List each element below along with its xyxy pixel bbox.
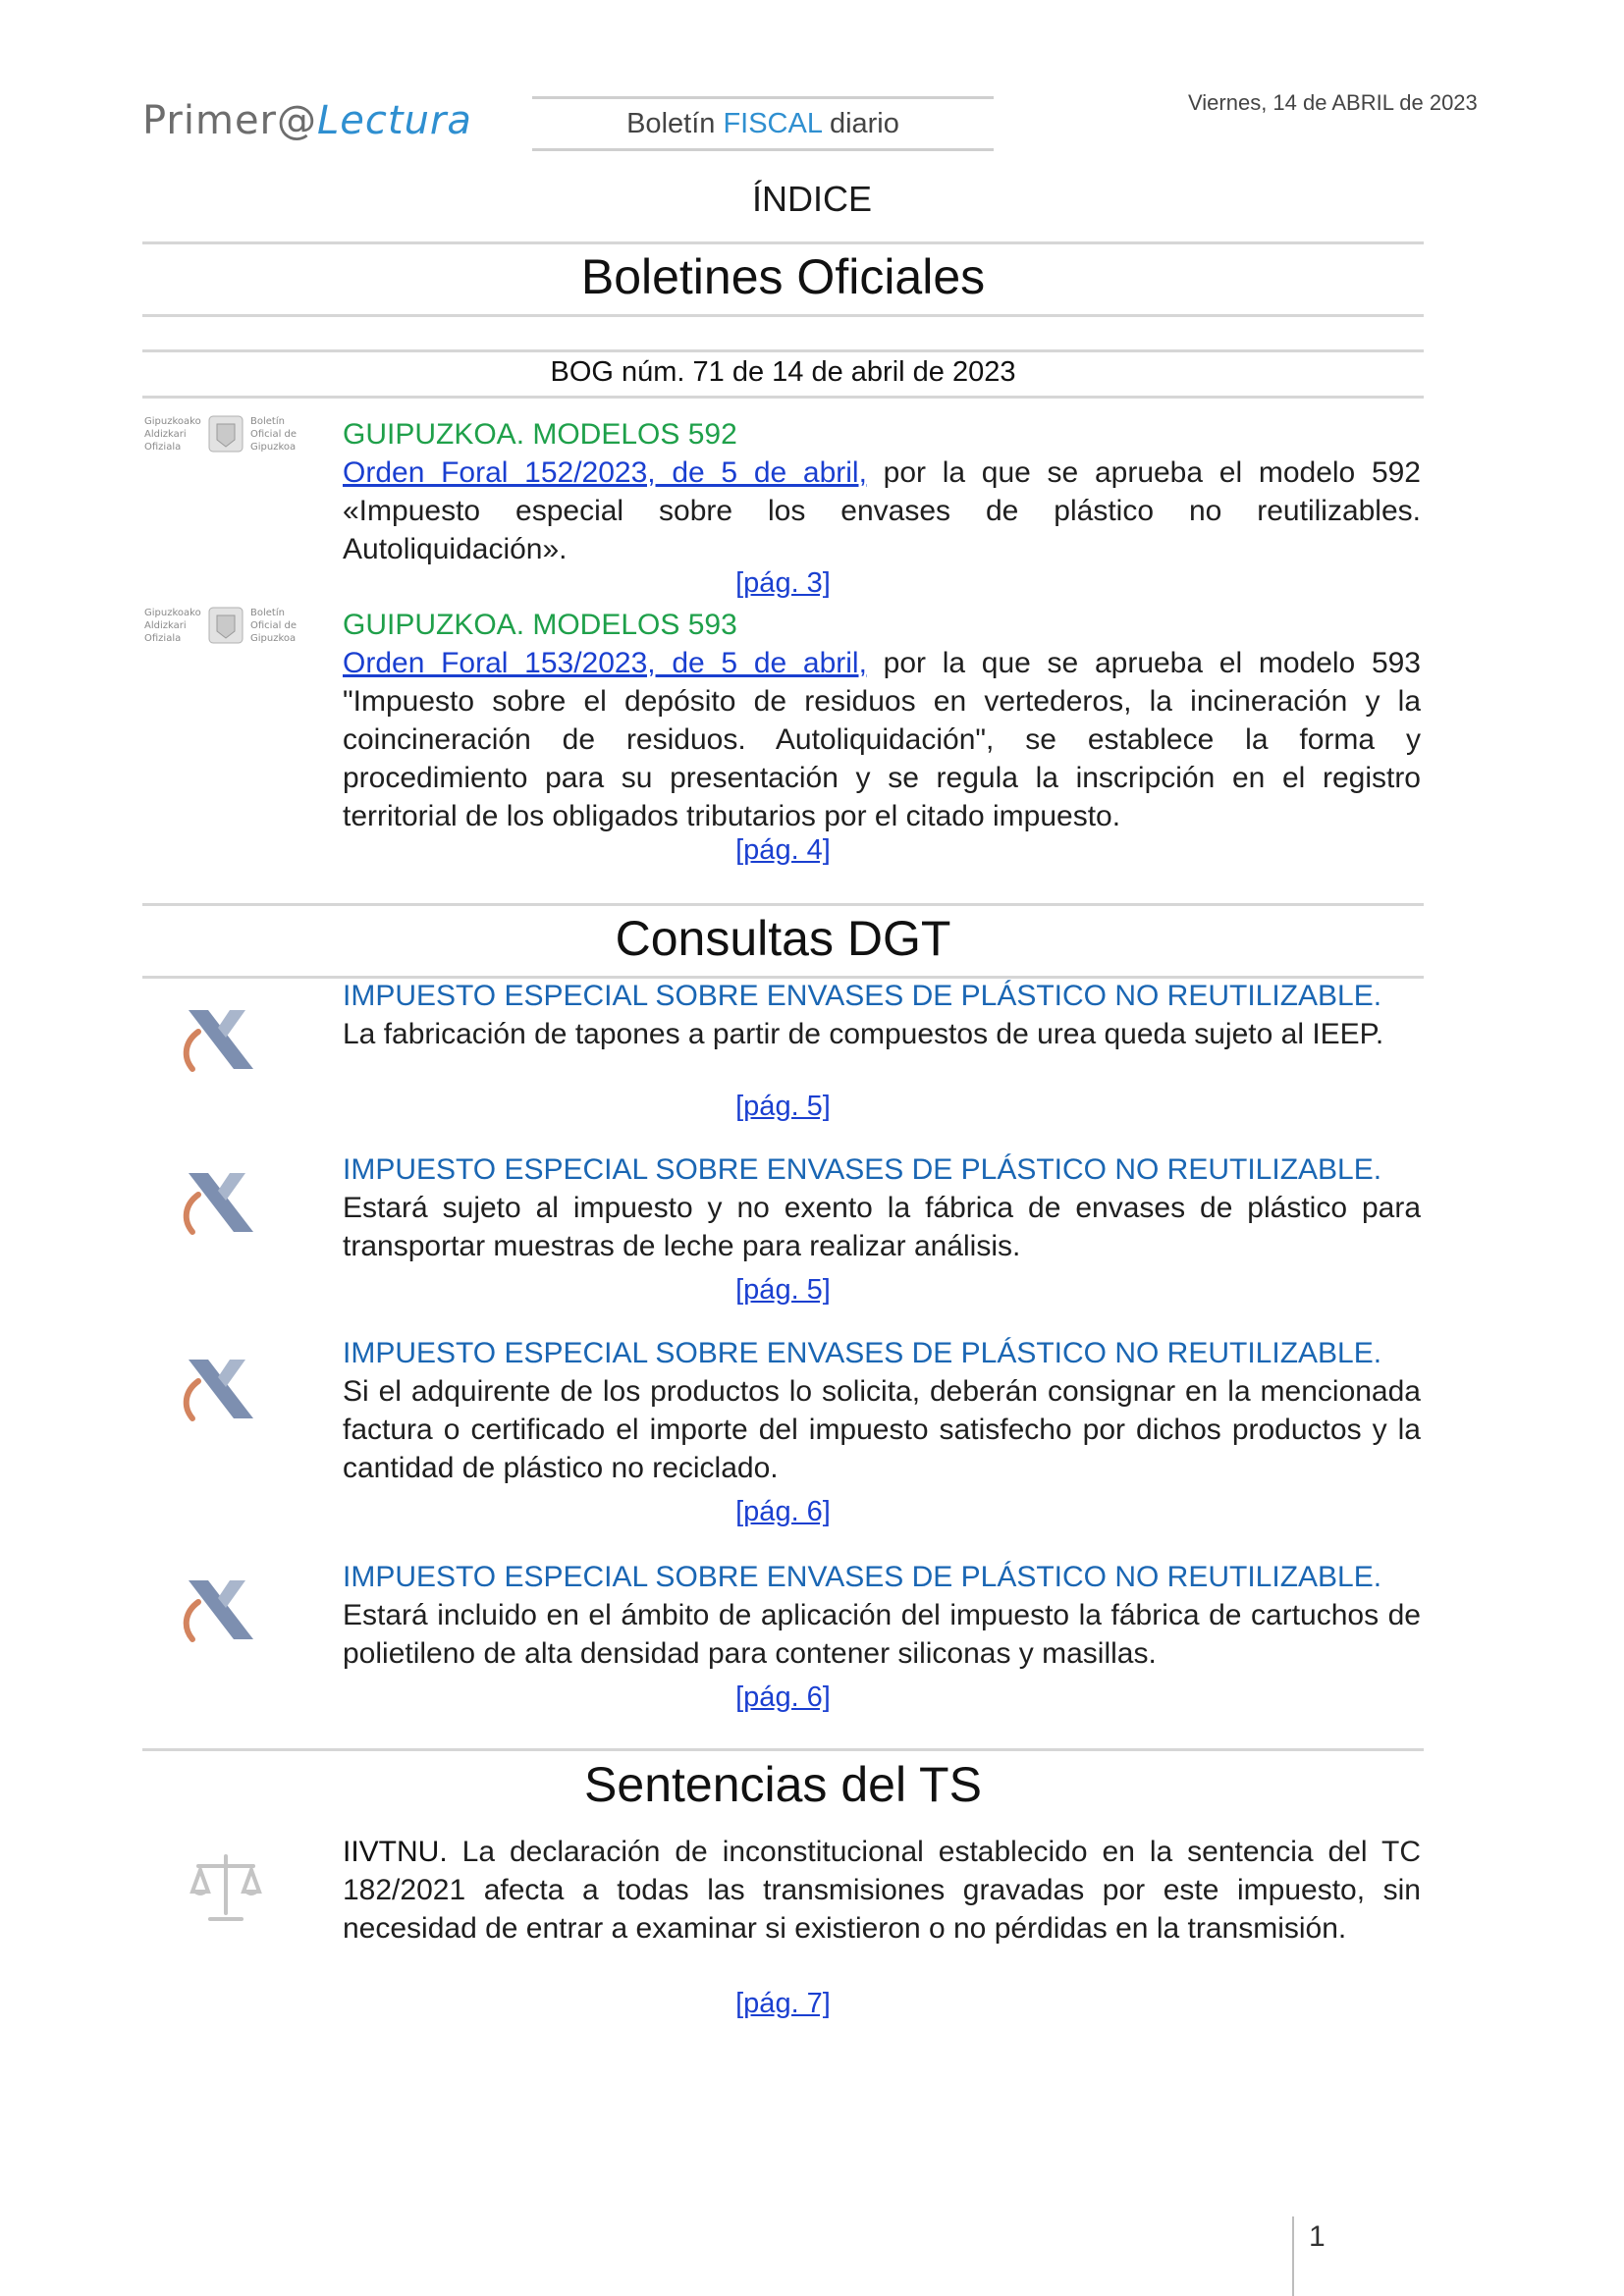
page-number-divider	[1292, 2216, 1294, 2296]
entry-heading: IIVTNU.	[343, 1836, 448, 1868]
aeat-agency-logo-icon	[175, 998, 263, 1077]
icon-col1-line1: Gipuzkoako	[144, 416, 201, 427]
page-link-5[interactable]: [pág. 5]	[735, 1091, 831, 1122]
orden-foral-152-link[interactable]: Orden Foral 152/2023, de 5 de abril,	[343, 456, 867, 489]
page-ref	[142, 834, 1424, 867]
divider	[142, 349, 1424, 352]
page-number: 1	[1309, 2220, 1326, 2253]
page-link-3[interactable]: [pág. 3]	[735, 567, 831, 599]
entry-consulta-4	[343, 1558, 1421, 1673]
aeat-agency-logo-icon	[175, 1569, 263, 1647]
entry-text: Estará incluido en el ámbito de aplicación del impuesto la fábrica de cartuchos de polietileno de alta densidad para contener siliconas y masillas.	[343, 1599, 1421, 1670]
divider	[142, 1748, 1424, 1751]
logo-lectura-text: Lectura	[317, 98, 472, 143]
page-link-6b[interactable]: [pág. 6]	[735, 1682, 831, 1713]
icon-col1-line2: Aldizkari	[144, 429, 187, 440]
primer-lectura-logo	[142, 98, 472, 143]
entry-sentencia-iivtnu	[343, 1833, 1421, 1948]
gipuzkoa-boletin-logo-icon	[142, 604, 309, 649]
entry-text: por la que se aprueba el modelo 592 «Impuesto especial sobre los envases de plástico no reutilizables. Autoliquidación».	[343, 456, 1421, 565]
entry-consulta-2	[343, 1150, 1421, 1265]
entry-consulta-1	[343, 977, 1421, 1053]
entry-heading: IMPUESTO ESPECIAL SOBRE ENVASES DE PLÁSTICO NO REUTILIZABLE.	[343, 1561, 1382, 1593]
entry-text: Si el adquirente de los productos lo solicita, deberán consignar en la mencionada factura o certificado el importe del impuesto satisfecho por dichos productos y la cantidad de plástico no reciclado.	[343, 1375, 1421, 1484]
scales-of-justice-icon	[187, 1848, 265, 1927]
page-ref	[142, 1988, 1424, 2020]
entry-text: La fabricación de tapones a partir de compuestos de urea queda sujeto al IEEP.	[343, 1018, 1384, 1050]
orden-foral-153-link[interactable]: Orden Foral 153/2023, de 5 de abril,	[343, 647, 867, 679]
icon-col2-line1: Boletín	[250, 416, 285, 427]
aeat-agency-logo-icon	[175, 1348, 263, 1426]
entry-modelo-592	[343, 415, 1421, 568]
entry-text: La declaración de inconstitucional establecido en la sentencia del TC 182/2021 afecta a todas las transmisiones gravadas por este impuesto, sin necesidad de entrar a examinar si existieron o no pérdidas en la transmisión.	[343, 1836, 1421, 1945]
page-ref	[142, 1091, 1424, 1123]
gipuzkoa-boletin-logo-icon	[142, 412, 309, 457]
entry-heading: IMPUESTO ESPECIAL SOBRE ENVASES DE PLÁSTICO NO REUTILIZABLE.	[343, 980, 1382, 1012]
page-ref	[142, 1682, 1424, 1714]
icon-col2-line2: Oficial de	[250, 620, 298, 631]
entry-modelo-593	[343, 606, 1421, 835]
bulletin-fiscal: FISCAL	[723, 108, 822, 139]
bulletin-title	[532, 96, 994, 151]
page-ref	[142, 1274, 1424, 1307]
issue-date: Viernes, 14 de ABRIL de 2023	[1188, 90, 1478, 115]
entry-text: Estará sujeto al impuesto y no exento la fábrica de envases de plástico para transportar muestras de leche para realizar análisis.	[343, 1192, 1421, 1262]
logo-primer-text: Primer	[142, 98, 277, 143]
icon-col1-line1: Gipuzkoako	[144, 608, 201, 618]
icon-col2-line3: Gipuzkoa	[250, 633, 297, 644]
icon-col1-line2: Aldizkari	[144, 620, 187, 631]
page-link-6[interactable]: [pág. 6]	[735, 1496, 831, 1527]
entry-heading: IMPUESTO ESPECIAL SOBRE ENVASES DE PLÁSTICO NO REUTILIZABLE.	[343, 1337, 1382, 1369]
page-link-7[interactable]: [pág. 7]	[735, 1988, 831, 2019]
icon-col1-line3: Ofiziala	[144, 442, 182, 453]
entry-heading: GUIPUZKOA. MODELOS 592	[343, 418, 737, 451]
bulletin-suffix: diario	[821, 108, 899, 139]
aeat-agency-logo-icon	[175, 1161, 263, 1240]
divider	[142, 396, 1424, 399]
bulletin-prefix: Boletín	[626, 108, 724, 139]
page-link-5b[interactable]: [pág. 5]	[735, 1274, 831, 1306]
entry-heading: GUIPUZKOA. MODELOS 593	[343, 609, 737, 641]
index-title: ÍNDICE	[751, 179, 872, 219]
section-title-consultas: Consultas DGT	[615, 911, 951, 966]
page-ref	[142, 567, 1424, 600]
divider	[142, 314, 1424, 317]
entry-text: por la que se aprueba el modelo 593 "Impuesto sobre el depósito de residuos en vertederos, la incineración y la coincineración de residuos. Autoliquidación", se establece la forma y procedimiento para su presentación y se regula la inscripción en el registro territorial de los obligados tributarios por el citado impuesto.	[343, 647, 1421, 832]
icon-col2-line3: Gipuzkoa	[250, 442, 297, 453]
entry-heading: IMPUESTO ESPECIAL SOBRE ENVASES DE PLÁSTICO NO REUTILIZABLE.	[343, 1153, 1382, 1186]
divider	[142, 903, 1424, 906]
entry-consulta-3	[343, 1334, 1421, 1487]
page-ref	[142, 1496, 1424, 1528]
section-title-boletines: Boletines Oficiales	[580, 249, 986, 304]
divider	[142, 241, 1424, 244]
section-title-sentencias: Sentencias del TS	[584, 1757, 982, 1812]
icon-col2-line1: Boletín	[250, 608, 285, 618]
icon-col2-line2: Oficial de	[250, 429, 298, 440]
logo-at-text: @	[277, 98, 317, 143]
bog-title: BOG núm. 71 de 14 de abril de 2023	[550, 356, 1016, 388]
page-link-4[interactable]: [pág. 4]	[735, 834, 831, 866]
icon-col1-line3: Ofiziala	[144, 633, 182, 644]
